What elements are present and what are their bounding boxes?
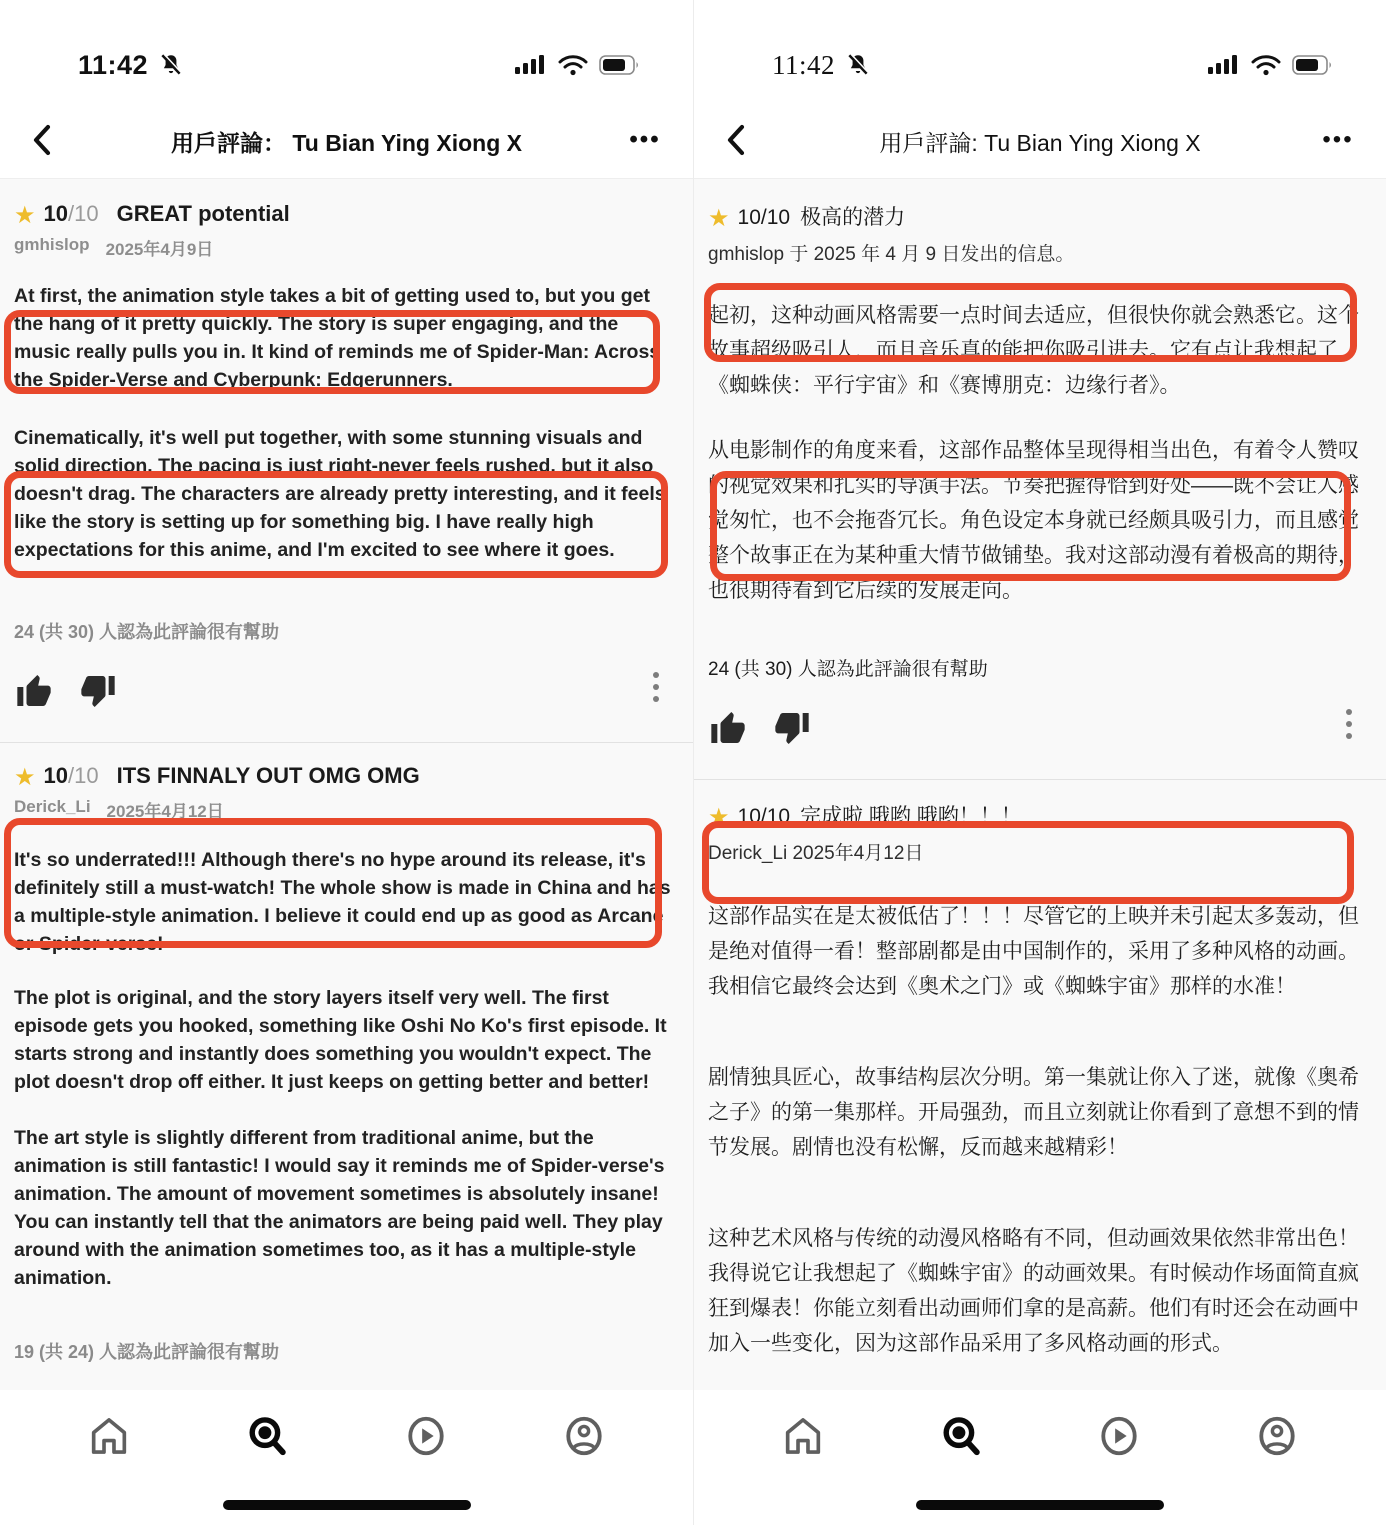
thumbs-down-button[interactable] [772, 708, 836, 748]
rating-max: /10 [760, 206, 791, 229]
cellular-signal-icon [1206, 54, 1240, 76]
cellular-signal-icon [513, 54, 547, 76]
profile-icon[interactable] [554, 1406, 614, 1466]
review-paragraph: 起初，这种动画风格需要一点时间去适应，但很快你就会熟悉它。这个故事超级吸引人，而且音乐真的能把你吸引进去。它有点让我想起了《蜘蛛侠：平行宇宙》和《赛博朋克：边缘行者》。 [708, 304, 1359, 397]
review-card [708, 201, 1366, 780]
review-overflow-menu[interactable] [653, 672, 659, 702]
review-paragraph: 这部作品实在是太被低估了！！！尽管它的上映并未引起太多轰动，但是绝对值得一看！整部剧都是由中国制作的，采用了多种风格的动画。我相信它最终会达到《奥术之门》或《蜘蛛宇宙》那样的水准！ [708, 905, 1359, 998]
review-card [14, 201, 673, 743]
star-icon: ★ [14, 764, 36, 791]
home-indicator[interactable] [916, 1500, 1164, 1510]
review-paragraph: 这种艺术风格与传统的动漫风格略有不同，但动画效果依然非常出色！我得说它让我想起了《蜘蛛宇宙》的动画效果。有时候动作场面简直疯狂到爆表！你能立刻看出动画师们拿的是高薪。他们有时还会在动画中加入一些变化，因为这部作品采用了多风格动画的形式。 [708, 1227, 1359, 1355]
rating-value: 10 [737, 805, 761, 828]
status-time [78, 50, 184, 81]
review-card [14, 763, 673, 1364]
status-time [772, 50, 871, 81]
review-paragraph: It's so underrated!!! Although there's no hype around its release, it's definitely still a must-watch! The whole show is made in China and has a multiple-style animation. I believe it could end up as good as Arcane or Spider-verse! [14, 849, 671, 955]
status-bar [0, 42, 693, 88]
star-icon: ★ [14, 202, 36, 229]
play-icon[interactable] [1089, 1406, 1149, 1466]
review-overflow-menu[interactable] [1346, 709, 1352, 739]
review-byline [708, 838, 1366, 865]
helpful-count: 19 (共 24) 人認為此評論很有幫助 [14, 1342, 280, 1362]
review-title[interactable]: 极高的潜力 [800, 206, 906, 229]
review-author[interactable]: Derick_Li [14, 797, 91, 816]
battery-icon [599, 54, 641, 76]
review-actions [708, 707, 1366, 749]
status-bar [694, 42, 1386, 88]
thumbs-down-button[interactable] [78, 671, 142, 711]
thumbs-up-button[interactable] [708, 708, 772, 748]
rating-value: 10 [43, 763, 68, 788]
thumbs-up-button[interactable] [14, 671, 78, 711]
page-title: 用戶評論: Tu Bian Ying Xiong X [879, 129, 1201, 156]
page-title: 用戶評論： Tu Bian Ying Xiong X [171, 129, 522, 156]
back-button[interactable] [22, 120, 62, 160]
wifi-icon [558, 54, 588, 76]
rating-value: 10 [737, 206, 761, 229]
overflow-menu-button[interactable]: ••• [629, 126, 661, 153]
review-rating-line [708, 800, 1366, 830]
phone-panel-chinese [693, 0, 1386, 1525]
home-indicator[interactable] [223, 1500, 471, 1510]
home-icon[interactable] [773, 1406, 833, 1466]
profile-icon[interactable] [1247, 1406, 1307, 1466]
review-rating-line [708, 201, 1366, 231]
review-actions [14, 670, 673, 712]
review-title[interactable]: ITS FINNALY OUT OMG OMG [116, 763, 420, 788]
review-author[interactable]: gmhislop [14, 235, 90, 254]
review-title[interactable]: 完成啦 哦哟 哦哟！！！ [800, 805, 1022, 828]
app-header [0, 112, 693, 170]
clock-text: 11:42 [772, 49, 835, 80]
divider [694, 779, 1386, 780]
bell-slash-icon [158, 52, 184, 78]
divider [0, 742, 693, 743]
play-icon[interactable] [396, 1406, 456, 1466]
wifi-icon [1251, 54, 1281, 76]
bell-slash-icon [845, 52, 871, 78]
rating-max: /10 [68, 763, 99, 788]
reviews-list [0, 178, 693, 1390]
review-title[interactable]: GREAT potential [116, 201, 290, 226]
review-paragraph: 剧情独具匠心，故事结构层次分明。第一集就让你入了迷，就像《奥希之子》的第一集那样。开局强劲，而且立刻就让你看到了意想不到的情节发展。剧情也没有松懈，反而越来越精彩！ [708, 1066, 1359, 1159]
review-rating-line [14, 763, 673, 789]
overflow-menu-button[interactable]: ••• [1322, 126, 1354, 153]
review-paragraph: The plot is original, and the story layers itself very well. The first episode gets you hooked, something like Oshi No Ko's first episode. It starts strong and instantly does something you wouldn't expect. The plot doesn't drop off either. It just keeps on getting better and better! [14, 987, 667, 1093]
star-icon: ★ [708, 205, 730, 232]
battery-icon [1292, 54, 1334, 76]
search-icon[interactable] [237, 1406, 297, 1466]
reviews-list [694, 178, 1386, 1390]
bottom-navigation [694, 1390, 1386, 1525]
clock-text: 11:42 [78, 49, 149, 80]
rating-max: /10 [68, 201, 99, 226]
app-header [694, 112, 1386, 170]
review-rating-line [14, 201, 673, 227]
star-icon: ★ [708, 804, 730, 831]
rating-value: 10 [43, 201, 68, 226]
review-date: 2025年4月12日 [106, 802, 224, 821]
review-paragraph: The art style is slightly different from traditional anime, but the animation is still fantastic! I would say it reminds me of Spider-verse's animation. The amount of movement sometimes is absolutely insane! You can instantly tell that the animators are being paid well. They play around with the animation sometimes too, as it has a multiple-style animation. [14, 1127, 665, 1289]
review-byline [14, 235, 673, 260]
review-date: 2025年4月9日 [105, 240, 214, 259]
back-button[interactable] [716, 120, 756, 160]
review-author[interactable]: Derick_Li 2025年4月12日 [708, 843, 924, 864]
review-byline [14, 797, 673, 822]
review-paragraph: Cinematically, it's well put together, with some stunning visuals and solid direction. The pacing is just right-never feels rushed, but it also doesn't drag. The characters are already pretty interesting, and it feels like the story is setting up for something big. I have really high expectations for this anime, and I'm excited to see where it goes. [14, 427, 666, 561]
helpful-count: 24 (共 30) 人認為此評論很有幫助 [708, 659, 988, 680]
rating-max: /10 [760, 805, 791, 828]
bottom-navigation [0, 1390, 693, 1525]
helpful-count: 24 (共 30) 人認為此評論很有幫助 [14, 622, 280, 642]
search-icon[interactable] [931, 1406, 991, 1466]
review-author[interactable]: gmhislop 于 2025 年 4 月 9 日发出的信息。 [708, 244, 1075, 265]
review-card [708, 800, 1366, 1432]
review-byline [708, 239, 1366, 266]
review-paragraph: At first, the animation style takes a bit of getting used to, but you get the hang of it pretty quickly. The story is super engaging, and the music really pulls you in. It kind of reminds me of Spider-Man: Across the Spider-Verse and Cyberpunk: Edgerunners. [14, 285, 661, 391]
review-paragraph: 从电影制作的角度来看，这部作品整体呈现得相当出色，有着令人赞叹的视觉效果和扎实的导演手法。节奏把握得恰到好处——既不会让人感觉匆忙，也不会拖沓冗长。角色设定本身就已经颇具吸引力，而且感觉整个故事正在为某种重大情节做铺垫。我对这部动漫有着极高的期待，也很期待看到它后续的发展走向。 [708, 439, 1359, 602]
home-icon[interactable] [79, 1406, 139, 1466]
